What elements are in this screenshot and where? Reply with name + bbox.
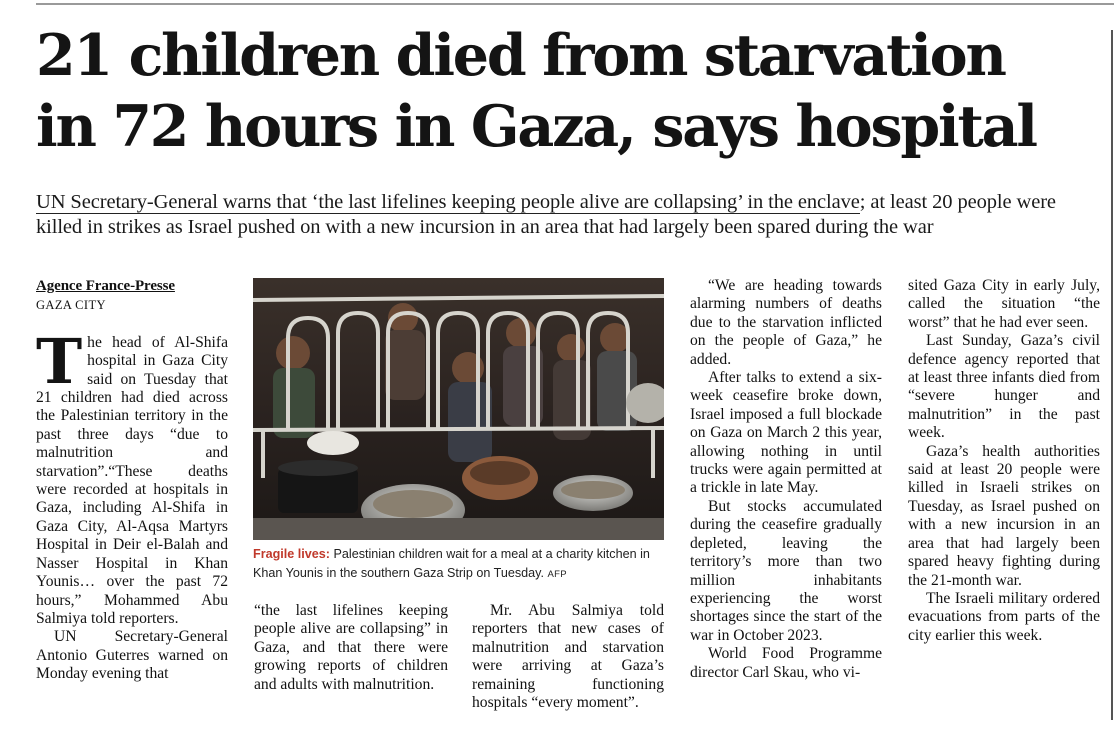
col4-paragraph-2: After talks to extend a six-week ceasefire broke down, Israel imposed a full blockade on Gaza on March 2 this year, allowing nothing in until trucks were again permitted at a trickle in late May.	[690, 369, 882, 497]
headline-line-1: 21 children died from starvation	[36, 22, 1005, 89]
col1-paragraph-1-text: he head of Al-Shifa hospital in Gaza City said on Tuesday that 21 children had died across the Palestinian territory in the past three days “due to malnutrition and starvation”.“These deaths were recorded at hospitals in Gaza, including Al-Shifa in Gaza City, Al-Aqsa Martyrs Hospital in Deir el-Balah and Nasser Hospital in Khan Younis… over the past 72 hours,” Mohammed Abu Salmiya told reporters.	[36, 333, 228, 627]
column-5	[908, 277, 1100, 645]
photo-caption	[253, 545, 673, 584]
col5-paragraph-1: sited Gaza City in early July, called the situation “the worst” that he had ever seen.	[908, 277, 1100, 331]
deck	[36, 190, 1106, 240]
caption-credit: AFP	[547, 569, 567, 580]
dateline: GAZA CITY	[36, 298, 106, 313]
column-2	[254, 602, 448, 694]
column-4	[690, 277, 882, 682]
col5-paragraph-3: Gaza’s health authorities said at least 20 people were killed in Israeli strikes on Tuesday, as Israel pushed on with a new incursion in an area that had largely been spared heavy fighting during the 21-month war.	[908, 442, 1100, 589]
headline-line-2: in 72 hours in Gaza, says hospital	[36, 93, 1036, 160]
col5-paragraph-4: The Israeli military ordered evacuations from parts of the city earlier this week.	[908, 589, 1100, 644]
children-at-charity-kitchen-photo	[253, 278, 664, 540]
byline: Agence France-Presse	[36, 278, 175, 294]
col1-paragraph-2: UN Secretary-General Antonio Guterres warned on Monday evening that	[36, 628, 228, 683]
col3-paragraph-1: Mr. Abu Salmiya told reporters that new cases of malnutrition and starvation were arriving at Gaza’s remaining functioning hospitals “every moment”.	[472, 602, 664, 712]
deck-rest: ; at least 20 people were killed in strikes as Israel pushed on with a new incursion in an area that had largely been spared during the war	[36, 191, 1056, 238]
col1-paragraph-1	[36, 324, 228, 629]
caption-lead: Fragile lives:	[253, 547, 330, 561]
drop-cap: T	[36, 324, 83, 398]
col5-paragraph-2: Last Sunday, Gaza’s civil defence agency reported that at least three infants died from “severe hunger and malnutrition” in the past week.	[908, 332, 1100, 442]
news-photo	[253, 278, 664, 540]
col2-paragraph-1: “the last lifelines keeping people alive are collapsing” in Gaza, and that there were growing reports of children and adults with malnutrition.	[254, 602, 448, 693]
caption-text: Palestinian children wait for a meal at a charity kitchen in Khan Younis in the southern Gaza Strip on Tuesday.	[253, 547, 650, 580]
top-rule	[36, 3, 1114, 5]
column-3	[472, 602, 664, 712]
right-edge-rule	[1111, 30, 1113, 720]
col4-paragraph-4: World Food Programme director Carl Skau, who vi-	[690, 645, 882, 681]
column-1	[36, 277, 228, 684]
col4-paragraph-3: But stocks accumulated during the ceasefire gradually depleted, leaving the territory’s more than two million inhabitants experiencing the worst shortages since the start of the war in October 2023.	[690, 497, 882, 644]
deck-underlined: UN Secretary-General warns that ‘the last lifelines keeping people alive are collapsing’ in the enclave	[36, 191, 860, 213]
col4-paragraph-1: “We are heading towards alarming numbers of deaths due to the starvation inflicted on the people of Gaza,” he added.	[690, 277, 882, 368]
headline	[36, 20, 1096, 162]
